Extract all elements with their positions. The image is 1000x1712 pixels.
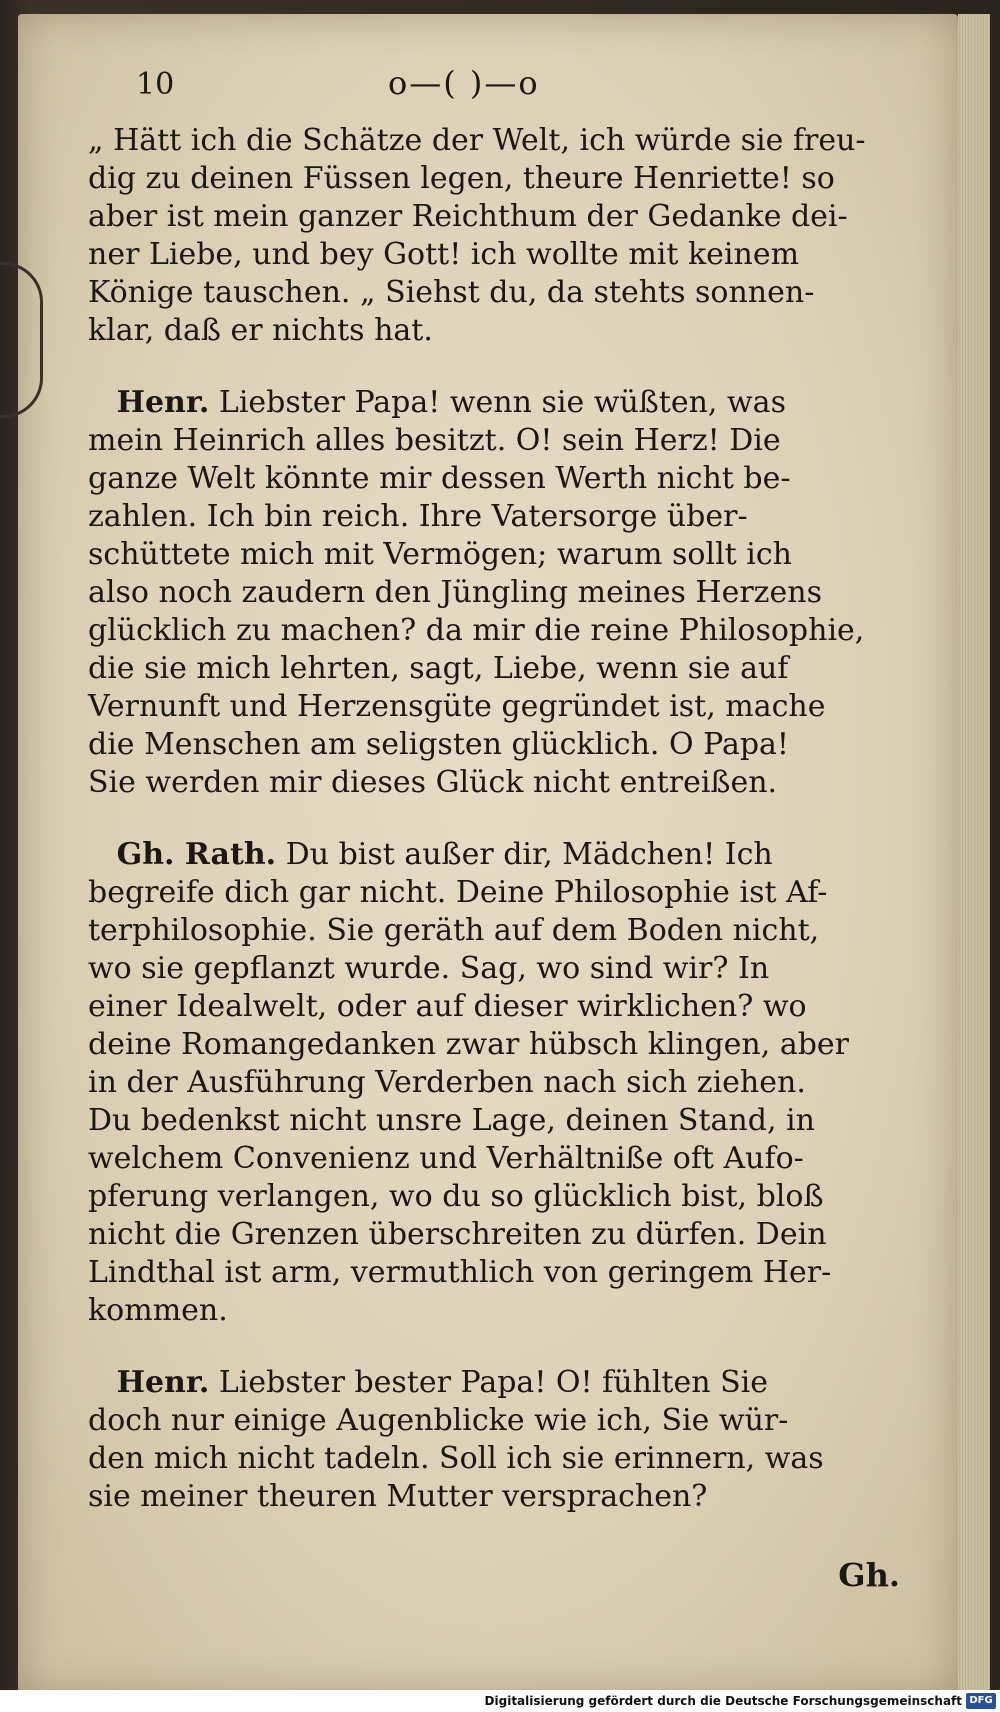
speaker-name: Gh. Rath. — [116, 837, 277, 872]
text-line: pferung verlangen, wo du so glücklich bist, bloß — [88, 1179, 824, 1214]
text-line: terphilosophie. Sie geräth auf dem Boden nicht, — [88, 913, 820, 948]
text-line: Sie werden mir dieses Glück nicht entreißen. — [88, 765, 778, 800]
paragraph-2 — [88, 384, 868, 802]
text-line — [88, 836, 868, 874]
speaker-name: Henr. — [116, 385, 210, 420]
text-line — [88, 384, 868, 422]
text-line: Vernunft und Herzensgüte gegründet ist, mache — [88, 689, 826, 724]
speaker-name: Henr. — [116, 1365, 210, 1400]
text-line: Könige tauschen. „ Siehst du, da stehts sonnen- — [88, 275, 815, 310]
text-line: wo sie gepflanzt wurde. Sag, wo sind wir? In — [88, 951, 770, 986]
text-line: mein Heinrich alles besitzt. O! sein Herz! Die — [88, 423, 781, 458]
line-text: Liebster Papa! wenn sie wüßten, was — [218, 385, 786, 420]
text-line: nicht die Grenzen überschreiten zu dürfen. Dein — [88, 1217, 827, 1252]
text-line: „ Hätt ich die Schätze der Welt, ich würde sie freu- — [88, 123, 866, 158]
text-line: einer Idealwelt, oder auf dieser wirklichen? wo — [88, 989, 807, 1024]
text-line: die sie mich lehrten, sagt, Liebe, wenn sie auf — [88, 651, 789, 686]
page-header — [88, 56, 868, 104]
text-line: ner Liebe, und bey Gott! ich wollte mit keinem — [88, 237, 800, 272]
text-line: begreife dich gar nicht. Deine Philosophie ist Af- — [88, 875, 828, 910]
text-line: in der Ausführung Verderben nach sich ziehen. — [88, 1065, 806, 1100]
bookmark-ribbon — [0, 262, 43, 418]
text-line: schüttete mich mit Vermögen; warum sollt ich — [88, 537, 792, 572]
page-stack-edge — [958, 14, 990, 1694]
dfg-logo-icon[interactable]: DFG — [966, 1693, 996, 1709]
text-line: dig zu deinen Füssen legen, theure Henriette! so — [88, 161, 835, 196]
text-line: die Menschen am seligsten glücklich. O Papa! — [88, 727, 789, 762]
line-text: Liebster bester Papa! O! fühlten Sie — [218, 1365, 769, 1400]
text-line: Du bedenkst nicht unsre Lage, deinen Stand, in — [88, 1103, 815, 1138]
text-line: deine Romangedanken zwar hübsch klingen, aber — [88, 1027, 850, 1062]
catchword: Gh. — [838, 1556, 900, 1594]
digitization-footer — [0, 1690, 1000, 1712]
page-text — [88, 56, 868, 1550]
paragraph-3 — [88, 836, 868, 1330]
funding-credit: Digitalisierung gefördert durch die Deutsche Forschungsgemeinschaft — [484, 1694, 962, 1708]
paragraph-4 — [88, 1364, 868, 1516]
text-line: den mich nicht tadeln. Soll ich sie erinnern, was — [88, 1441, 824, 1476]
text-line — [88, 1364, 868, 1402]
text-line: glücklich zu machen? da mir die reine Philosophie, — [88, 613, 865, 648]
text-line: also noch zaudern den Jüngling meines Herzens — [88, 575, 822, 610]
text-line: zahlen. Ich bin reich. Ihre Vatersorge über- — [88, 499, 748, 534]
text-line: sie meiner theuren Mutter versprachen? — [88, 1479, 708, 1514]
header-ornament: o—( )—o — [388, 64, 540, 102]
text-line: kommen. — [88, 1293, 228, 1328]
text-line: klar, daß er nichts hat. — [88, 313, 433, 348]
text-line: aber ist mein ganzer Reichthum der Gedanke dei- — [88, 199, 848, 234]
line-text: Du bist außer dir, Mädchen! Ich — [285, 837, 773, 872]
text-line: Lindthal ist arm, vermuthlich von geringem Her- — [88, 1255, 832, 1290]
paragraph-1 — [88, 122, 868, 350]
text-line: doch nur einige Augenblicke wie ich, Sie wür- — [88, 1403, 789, 1438]
text-line: ganze Welt könnte mir dessen Werth nicht be- — [88, 461, 791, 496]
text-line: welchem Convenienz und Verhältniße oft Aufo- — [88, 1141, 804, 1176]
page-number: 10 — [136, 67, 175, 102]
